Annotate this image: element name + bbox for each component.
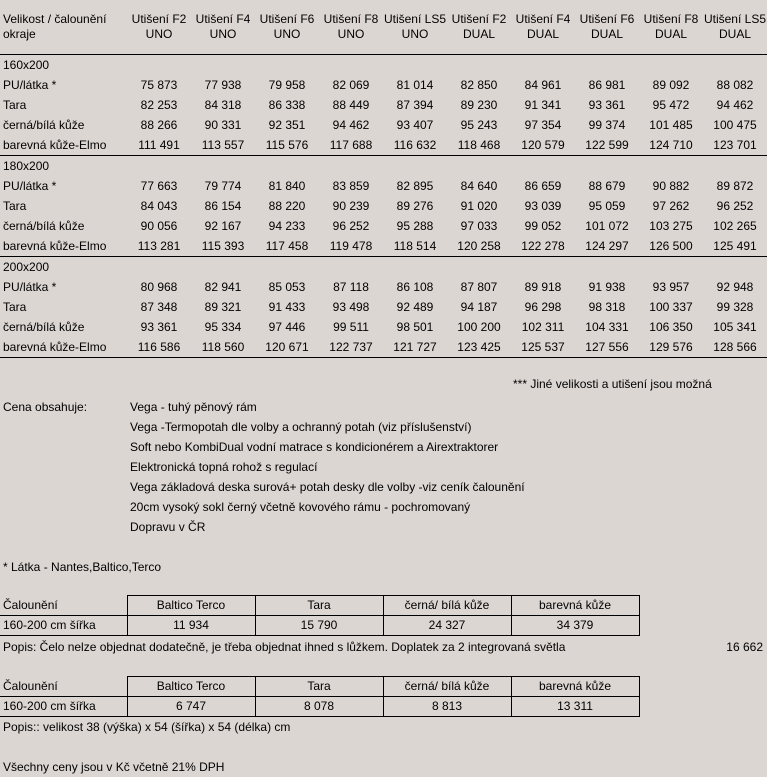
price-cell: 82 941 <box>204 280 242 294</box>
price-cell: 115 393 <box>201 239 245 253</box>
price-cell: 89 872 <box>716 179 754 193</box>
price-cell: 94 462 <box>332 118 370 132</box>
row-label: PU/látka * <box>3 280 57 294</box>
price-cell: 88 220 <box>268 199 306 213</box>
price-cell: 125 537 <box>511 337 575 358</box>
price-cell: 99 511 <box>333 320 369 334</box>
price-cell: 89 230 <box>460 98 498 112</box>
upholstery-value: 6 747 <box>127 697 255 717</box>
price-cell: 93 498 <box>332 300 370 314</box>
price-cell: 129 576 <box>639 337 703 358</box>
price-cell: 87 394 <box>396 98 434 112</box>
price-cell: 122 737 <box>319 337 383 358</box>
price-cell: 84 318 <box>204 98 242 112</box>
price-cell: 86 108 <box>396 280 434 294</box>
header-col: Utišení F4 DUAL <box>511 0 575 55</box>
price-row <box>0 196 767 216</box>
price-cell: 83 859 <box>332 179 370 193</box>
price-cell: 93 361 <box>588 98 626 112</box>
price-cell: 95 243 <box>460 118 498 132</box>
row-label: PU/látka * <box>3 179 57 193</box>
include-item: Vega - tuhý pěnový rám <box>130 400 257 414</box>
price-cell: 81 014 <box>396 78 434 92</box>
price-cell: 88 266 <box>140 118 178 132</box>
include-item: 20cm vysoký sokl černý včetně kovového rámu - pochromovaný <box>130 500 471 514</box>
price-cell: 103 275 <box>649 219 693 233</box>
upholstery-header: Tara <box>255 677 383 697</box>
price-cell: 93 361 <box>140 320 178 334</box>
price-cell: 100 200 <box>457 320 501 334</box>
price-cell: 121 727 <box>383 337 447 358</box>
upholstery-table-1 <box>0 595 640 636</box>
price-cell: 86 338 <box>268 98 306 112</box>
price-cell: 81 840 <box>268 179 306 193</box>
price-cell: 89 321 <box>204 300 242 314</box>
price-row <box>0 115 767 135</box>
upholstery-label: Čalounění <box>0 677 127 697</box>
price-cell: 128 566 <box>703 337 767 358</box>
price-cell: 100 475 <box>713 118 757 132</box>
price-cell: 98 501 <box>396 320 434 334</box>
row-label: Tara <box>3 300 27 314</box>
upholstery-header: barevná kůže <box>511 677 639 697</box>
row-label: černá/bílá kůže <box>3 118 85 132</box>
price-cell: 100 337 <box>649 300 693 314</box>
upholstery-header: Baltico Terco <box>127 596 255 616</box>
price-cell: 117 458 <box>265 239 309 253</box>
upholstery-value: 8 078 <box>255 697 383 717</box>
upholstery-header: Tara <box>255 596 383 616</box>
price-cell: 94 233 <box>268 219 306 233</box>
price-cell: 84 640 <box>460 179 498 193</box>
upholstery-value: 13 311 <box>511 697 639 717</box>
other-sizes-note: *** Jiné velikosti a utišení jsou možná <box>513 377 712 391</box>
price-cell: 86 659 <box>524 179 562 193</box>
price-cell: 113 281 <box>137 239 181 253</box>
size-label: 160x200 <box>3 58 50 72</box>
include-item: Dopravu v ČR <box>130 520 206 534</box>
price-cell: 120 579 <box>521 138 565 152</box>
upholstery-header: barevná kůže <box>511 596 639 616</box>
price-cell: 127 556 <box>575 337 639 358</box>
header-col: Utišení F2 UNO <box>127 0 191 55</box>
price-cell: 120 671 <box>255 337 319 358</box>
upholstery-header: černá/ bílá kůže <box>383 596 511 616</box>
price-row <box>0 297 767 317</box>
row-label: černá/bílá kůže <box>3 219 85 233</box>
price-cell: 95 334 <box>204 320 242 334</box>
price-cell: 93 039 <box>524 199 562 213</box>
price-cell: 79 774 <box>204 179 242 193</box>
row-label: Tara <box>3 98 27 112</box>
price-cell: 87 118 <box>333 280 369 294</box>
price-cell: 122 599 <box>585 138 629 152</box>
price-cell: 95 288 <box>396 219 434 233</box>
header-first-col: Velikost / čalounění okraje <box>0 0 127 55</box>
price-cell: 97 354 <box>524 118 562 132</box>
header-col: Utišení LS5 UNO <box>383 0 447 55</box>
price-cell: 97 446 <box>268 320 306 334</box>
upholstery-header-row <box>0 677 639 697</box>
price-cell: 118 560 <box>191 337 255 358</box>
price-cell: 115 576 <box>265 138 309 152</box>
price-cell: 118 468 <box>457 138 501 152</box>
size-row <box>0 156 767 177</box>
size-label: 180x200 <box>0 156 767 177</box>
price-cell: 92 489 <box>396 300 434 314</box>
price-cell: 82 253 <box>140 98 178 112</box>
upholstery-value-row <box>0 616 639 636</box>
price-cell: 91 433 <box>268 300 306 314</box>
price-cell: 75 873 <box>140 78 178 92</box>
upholstery-header: Baltico Terco <box>127 677 255 697</box>
price-cell: 117 688 <box>329 138 373 152</box>
price-cell: 79 958 <box>268 78 306 92</box>
price-cell: 102 265 <box>713 219 757 233</box>
price-cell: 85 053 <box>268 280 306 294</box>
price-cell: 88 679 <box>588 179 626 193</box>
price-cell: 101 072 <box>585 219 629 233</box>
header-row <box>0 0 767 55</box>
price-cell: 93 407 <box>396 118 434 132</box>
upholstery-value: 34 379 <box>511 616 639 636</box>
header-col: Utišení F6 UNO <box>255 0 319 55</box>
row-label: barevná kůže-Elmo <box>0 337 127 358</box>
price-cell: 97 262 <box>652 199 690 213</box>
row-label: černá/bílá kůže <box>3 320 85 334</box>
include-item: Vega základová deska surová+ potah desky dle volby -viz ceník čalounění <box>130 480 525 494</box>
price-cell: 113 557 <box>201 138 245 152</box>
price-cell: 94 462 <box>716 98 754 112</box>
row-label: PU/látka * <box>3 78 57 92</box>
price-cell: 92 167 <box>204 219 242 233</box>
header-col: Utišení F2 DUAL <box>447 0 511 55</box>
price-cell: 123 425 <box>447 337 511 358</box>
price-cell: 89 276 <box>396 199 434 213</box>
upholstery-value: 24 327 <box>383 616 511 636</box>
price-cell: 95 472 <box>652 98 690 112</box>
price-cell: 96 252 <box>332 219 370 233</box>
price-cell: 91 341 <box>524 98 562 112</box>
header-col: Utišení F6 DUAL <box>575 0 639 55</box>
price-cell: 101 485 <box>649 118 693 132</box>
price-cell: 118 514 <box>393 239 437 253</box>
header-col: Utišení LS5 DUAL <box>703 0 767 55</box>
price-cell: 87 348 <box>140 300 178 314</box>
include-item: Elektronická topná rohož s regulací <box>130 460 318 474</box>
price-cell: 125 491 <box>713 239 757 253</box>
price-cell: 95 059 <box>588 199 626 213</box>
size-row <box>0 55 767 76</box>
price-cell: 82 850 <box>460 78 498 92</box>
header-col: Utišení F8 DUAL <box>639 0 703 55</box>
row-label: Tara <box>3 199 27 213</box>
price-cell: 82 895 <box>396 179 434 193</box>
price-cell: 90 056 <box>140 219 178 233</box>
upholstery-note-1: Popis: Čelo nelze objednat dodatečně, je třeba objednat ihned s lůžkem. Doplatek za 2 integrovaná světla <box>3 640 566 654</box>
upholstery-value: 15 790 <box>255 616 383 636</box>
price-cell: 111 491 <box>138 138 180 152</box>
price-cell: 124 710 <box>649 138 693 152</box>
price-cell: 102 311 <box>521 320 565 334</box>
price-cell: 126 500 <box>649 239 693 253</box>
price-cell: 124 297 <box>585 239 629 253</box>
price-cell: 84 043 <box>140 199 178 213</box>
price-cell: 86 981 <box>588 78 626 92</box>
price-cell: 90 331 <box>204 118 242 132</box>
price-cell: 105 341 <box>713 320 757 334</box>
price-cell: 90 239 <box>332 199 370 213</box>
upholstery-header-row <box>0 596 639 616</box>
upholstery-table-2 <box>0 676 640 717</box>
price-row <box>0 95 767 115</box>
price-cell: 119 478 <box>329 239 373 253</box>
upholstery-label: Čalounění <box>0 596 127 616</box>
price-cell: 91 938 <box>588 280 626 294</box>
price-cell: 116 586 <box>127 337 191 358</box>
price-cell: 90 882 <box>652 179 690 193</box>
price-row <box>0 337 767 358</box>
price-cell: 96 252 <box>716 199 754 213</box>
include-item: Soft nebo KombiDual vodní matrace s kondicionérem a Airextraktorer <box>130 440 499 454</box>
includes-label: Cena obsahuje: <box>3 400 88 414</box>
price-row <box>0 236 767 257</box>
price-cell: 106 350 <box>649 320 693 334</box>
price-cell: 91 020 <box>460 199 498 213</box>
price-row <box>0 75 767 95</box>
price-cell: 89 918 <box>524 280 562 294</box>
price-cell: 120 258 <box>457 239 501 253</box>
price-row <box>0 317 767 337</box>
price-cell: 99 328 <box>716 300 754 314</box>
row-label: barevná kůže-Elmo <box>3 239 107 253</box>
price-table-body <box>0 0 767 358</box>
price-cell: 104 331 <box>585 320 629 334</box>
price-cell: 99 374 <box>588 118 626 132</box>
price-row <box>0 135 767 156</box>
upholstery-row-label: 160-200 cm šířka <box>0 697 127 717</box>
price-cell: 82 069 <box>332 78 370 92</box>
size-row <box>0 257 767 278</box>
price-cell: 93 957 <box>652 280 690 294</box>
include-item: Vega -Termopotah dle volby a ochranný potah (viz příslušenství) <box>130 420 472 434</box>
price-cell: 84 961 <box>524 78 562 92</box>
upholstery-value: 11 934 <box>127 616 255 636</box>
price-cell: 122 278 <box>521 239 565 253</box>
price-cell: 89 092 <box>652 78 690 92</box>
price-row <box>0 277 767 297</box>
price-cell: 86 154 <box>204 199 242 213</box>
price-cell: 77 663 <box>140 179 178 193</box>
row-label: barevná kůže-Elmo <box>3 138 107 152</box>
upholstery-header: černá/ bílá kůže <box>383 677 511 697</box>
upholstery-value-row <box>0 697 639 717</box>
price-row <box>0 176 767 196</box>
upholstery-row-label: 160-200 cm šířka <box>0 616 127 636</box>
price-row <box>0 216 767 236</box>
size-label: 200x200 <box>0 257 767 278</box>
footer-note: Všechny ceny jsou v Kč včetně 21% DPH <box>3 760 225 774</box>
price-cell: 92 948 <box>716 280 754 294</box>
header-col: Utišení F4 UNO <box>191 0 255 55</box>
price-cell: 88 449 <box>332 98 370 112</box>
price-cell: 98 318 <box>588 300 626 314</box>
price-cell: 99 052 <box>524 219 562 233</box>
price-cell: 116 632 <box>393 138 437 152</box>
price-cell: 92 351 <box>268 118 306 132</box>
fabric-note: * Látka - Nantes,Baltico,Terco <box>3 560 162 574</box>
price-cell: 77 938 <box>204 78 242 92</box>
price-cell: 94 187 <box>460 300 498 314</box>
upholstery-value: 8 813 <box>383 697 511 717</box>
price-cell: 87 807 <box>460 280 498 294</box>
upholstery-note-2: Popis:: velikost 38 (výška) x 54 (šířka) x 54 (délka) cm <box>3 720 291 734</box>
price-cell: 123 701 <box>713 138 757 152</box>
price-cell: 97 033 <box>460 219 498 233</box>
price-cell: 80 968 <box>140 280 178 294</box>
price-table <box>0 0 767 358</box>
upholstery-note-1-value: 16 662 <box>726 640 763 654</box>
price-cell: 88 082 <box>716 78 754 92</box>
price-cell: 96 298 <box>524 300 562 314</box>
header-col: Utišení F8 UNO <box>319 0 383 55</box>
